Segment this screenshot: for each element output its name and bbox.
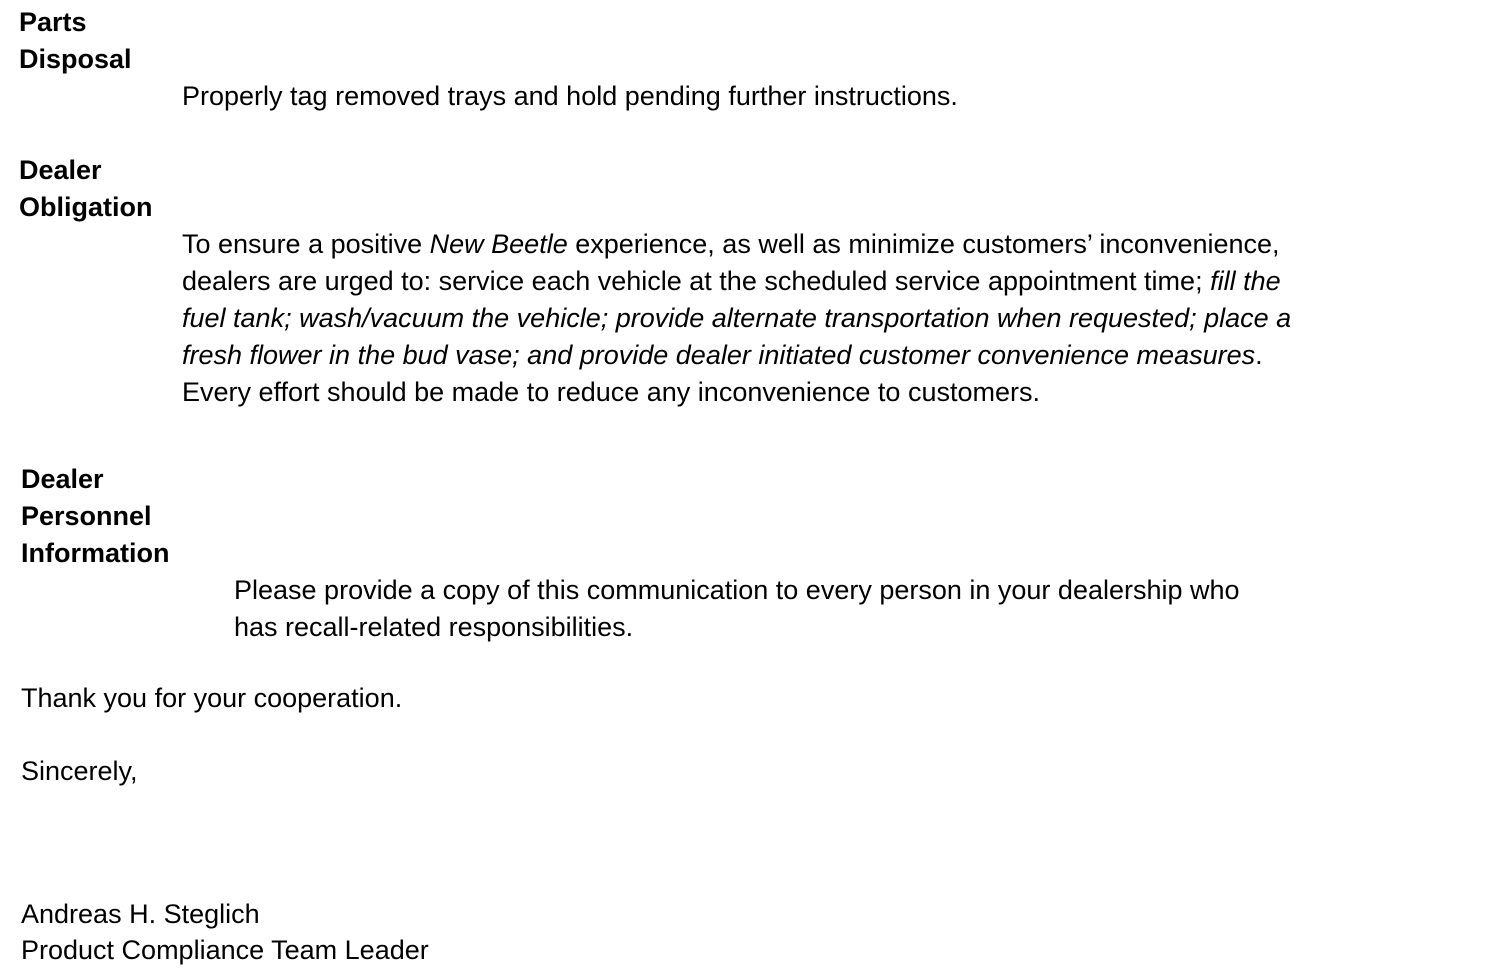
heading-line: Disposal [19, 44, 132, 74]
emphasis-new-beetle: New Beetle [429, 229, 568, 259]
parts-disposal-heading [19, 4, 132, 78]
paragraph-line: Every effort should be made to reduce any inconvenience to customers. [182, 377, 1040, 407]
dealer-obligation-text [182, 226, 1291, 411]
dealer-personnel-text [234, 572, 1240, 646]
sincerely-line: Sincerely, [21, 756, 138, 786]
heading-line: Information [21, 538, 170, 568]
paragraph-line: Please provide a copy of this communication to every person in your dealership who [234, 575, 1240, 605]
heading-line: Dealer [21, 464, 104, 494]
heading-line: Personnel [21, 501, 152, 531]
dealer-personnel-heading [21, 461, 170, 572]
signer-title: Product Compliance Team Leader [21, 935, 429, 965]
thank-you-line: Thank you for your cooperation. [21, 683, 403, 713]
heading-line: Parts [19, 7, 87, 37]
heading-line: Obligation [19, 192, 153, 222]
paragraph-line: has recall-related responsibilities. [234, 612, 634, 642]
paragraph-line: To ensure a positive New Beetle experience, as well as minimize customers’ inconvenience, [182, 229, 1280, 259]
paragraph-line: dealers are urged to: service each vehicle at the scheduled service appointment time; fill the [182, 266, 1281, 296]
paragraph-line: fuel tank; wash/vacuum the vehicle; provide alternate transportation when requested; place a [182, 303, 1292, 333]
heading-line: Dealer [19, 155, 102, 185]
signer-name: Andreas H. Steglich [21, 899, 260, 929]
dealer-obligation-heading [19, 152, 152, 226]
parts-disposal-text: Properly tag removed trays and hold pending further instructions. [182, 81, 958, 111]
paragraph-line: fresh flower in the bud vase; and provide dealer initiated customer convenience measures. [182, 340, 1263, 370]
